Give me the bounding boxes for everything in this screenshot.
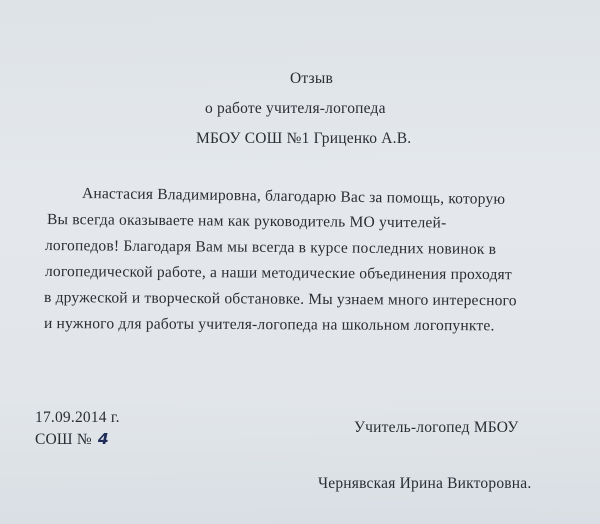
body-line-5: в дружеской и творческой обстановке. Мы узнаем много интересного <box>43 289 517 310</box>
handwritten-school-number: 4 <box>97 430 109 448</box>
body-line-3: логопедов! Благодаря Вам мы всегда в курсе последних новинок в <box>44 237 497 258</box>
body-line-6: и нужного для работы учителя-логопеда на школьном логопункте. <box>43 315 495 335</box>
signer-role: Учитель-логопед МБОУ <box>354 419 519 436</box>
school-number-line <box>35 430 109 449</box>
signer-name: Чернявская Ирина Викторовна. <box>318 475 532 492</box>
school-label: СОШ № <box>35 431 92 448</box>
document-title: Отзыв <box>290 70 334 87</box>
body-line-1: Анастасия Владимировна, благодарю Вас за помощь, которую <box>81 185 506 208</box>
body-line-4: логопедической работе, а наши методические объединения проходят <box>44 263 512 284</box>
document-date: 17.09.2014 г. <box>35 409 120 426</box>
document-subtitle-line-2: МБОУ СОШ №1 Гриценко А.В. <box>196 130 412 147</box>
body-line-2: Вы всегда оказываете нам как руководитель МО учителей- <box>46 211 447 232</box>
document-subtitle-line-1: о работе учителя-логопеда <box>205 100 386 117</box>
